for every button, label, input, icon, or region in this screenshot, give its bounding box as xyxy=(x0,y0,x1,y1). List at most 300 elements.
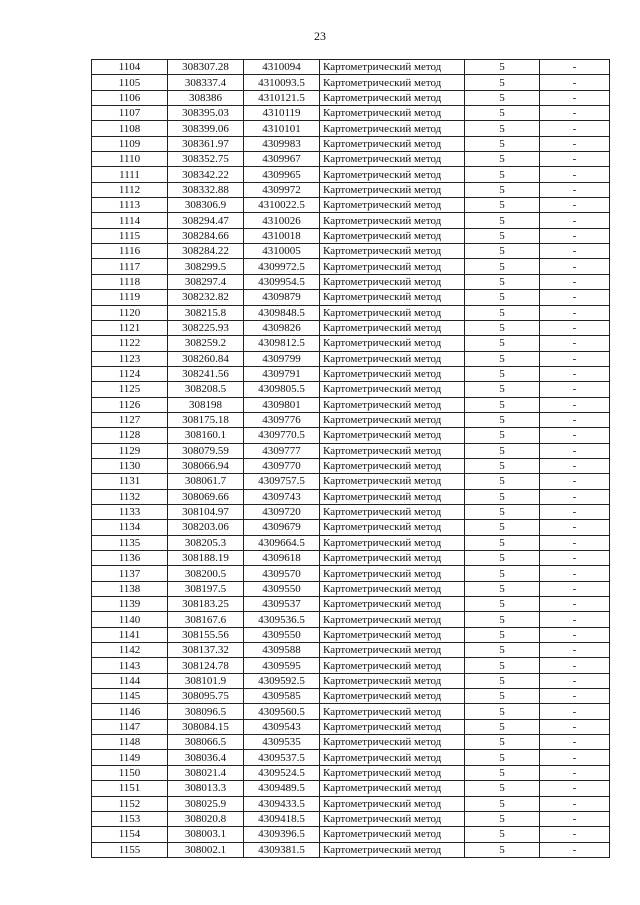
description-cell: - xyxy=(540,320,610,335)
x-coordinate-cell: 308307.28 xyxy=(168,60,244,75)
point-number-cell: 1133 xyxy=(92,504,168,519)
accuracy-cell: 5 xyxy=(465,121,540,136)
table-row xyxy=(92,290,610,305)
method-cell: Картометрический метод xyxy=(320,827,465,842)
y-coordinate-cell: 4309560.5 xyxy=(244,704,320,719)
table-row xyxy=(92,182,610,197)
accuracy-cell: 5 xyxy=(465,167,540,182)
table-row xyxy=(92,581,610,596)
y-coordinate-cell: 4309433.5 xyxy=(244,796,320,811)
x-coordinate-cell: 308208.5 xyxy=(168,382,244,397)
method-cell: Картометрический метод xyxy=(320,811,465,826)
description-cell: - xyxy=(540,259,610,274)
table-row xyxy=(92,627,610,642)
x-coordinate-cell: 308096.5 xyxy=(168,704,244,719)
x-coordinate-cell: 308036.4 xyxy=(168,750,244,765)
accuracy-cell: 5 xyxy=(465,658,540,673)
point-number-cell: 1106 xyxy=(92,90,168,105)
x-coordinate-cell: 308188.19 xyxy=(168,551,244,566)
accuracy-cell: 5 xyxy=(465,443,540,458)
point-number-cell: 1145 xyxy=(92,689,168,704)
point-number-cell: 1138 xyxy=(92,581,168,596)
description-cell: - xyxy=(540,627,610,642)
y-coordinate-cell: 4309585 xyxy=(244,689,320,704)
y-coordinate-cell: 4309983 xyxy=(244,136,320,151)
point-number-cell: 1105 xyxy=(92,75,168,90)
point-number-cell: 1125 xyxy=(92,382,168,397)
accuracy-cell: 5 xyxy=(465,397,540,412)
point-number-cell: 1142 xyxy=(92,643,168,658)
description-cell: - xyxy=(540,520,610,535)
description-cell: - xyxy=(540,136,610,151)
y-coordinate-cell: 4309954.5 xyxy=(244,274,320,289)
description-cell: - xyxy=(540,796,610,811)
accuracy-cell: 5 xyxy=(465,198,540,213)
description-cell: - xyxy=(540,689,610,704)
y-coordinate-cell: 4309879 xyxy=(244,290,320,305)
table-row xyxy=(92,796,610,811)
y-coordinate-cell: 4309720 xyxy=(244,504,320,519)
accuracy-cell: 5 xyxy=(465,750,540,765)
point-number-cell: 1123 xyxy=(92,351,168,366)
x-coordinate-cell: 308337.4 xyxy=(168,75,244,90)
x-coordinate-cell: 308104.97 xyxy=(168,504,244,519)
y-coordinate-cell: 4309679 xyxy=(244,520,320,535)
point-number-cell: 1130 xyxy=(92,458,168,473)
description-cell: - xyxy=(540,612,610,627)
point-number-cell: 1115 xyxy=(92,228,168,243)
x-coordinate-cell: 308066.94 xyxy=(168,458,244,473)
x-coordinate-cell: 308137.32 xyxy=(168,643,244,658)
description-cell: - xyxy=(540,704,610,719)
y-coordinate-cell: 4309592.5 xyxy=(244,673,320,688)
x-coordinate-cell: 308203.06 xyxy=(168,520,244,535)
method-cell: Картометрический метод xyxy=(320,259,465,274)
x-coordinate-cell: 308175.18 xyxy=(168,412,244,427)
description-cell: - xyxy=(540,213,610,228)
accuracy-cell: 5 xyxy=(465,474,540,489)
accuracy-cell: 5 xyxy=(465,489,540,504)
table-row xyxy=(92,228,610,243)
description-cell: - xyxy=(540,382,610,397)
y-coordinate-cell: 4309537 xyxy=(244,597,320,612)
table-row xyxy=(92,765,610,780)
accuracy-cell: 5 xyxy=(465,796,540,811)
table-row xyxy=(92,428,610,443)
method-cell: Картометрический метод xyxy=(320,535,465,550)
accuracy-cell: 5 xyxy=(465,152,540,167)
table-row xyxy=(92,336,610,351)
method-cell: Картометрический метод xyxy=(320,136,465,151)
point-number-cell: 1132 xyxy=(92,489,168,504)
method-cell: Картометрический метод xyxy=(320,735,465,750)
description-cell: - xyxy=(540,412,610,427)
description-cell: - xyxy=(540,152,610,167)
table-row xyxy=(92,535,610,550)
table-row xyxy=(92,673,610,688)
description-cell: - xyxy=(540,551,610,566)
description-cell: - xyxy=(540,597,610,612)
y-coordinate-cell: 4309664.5 xyxy=(244,535,320,550)
description-cell: - xyxy=(540,167,610,182)
table-row xyxy=(92,136,610,151)
point-number-cell: 1126 xyxy=(92,397,168,412)
y-coordinate-cell: 4309381.5 xyxy=(244,842,320,857)
point-number-cell: 1118 xyxy=(92,274,168,289)
method-cell: Картометрический метод xyxy=(320,796,465,811)
x-coordinate-cell: 308160.1 xyxy=(168,428,244,443)
table-row xyxy=(92,658,610,673)
description-cell: - xyxy=(540,489,610,504)
method-cell: Картометрический метод xyxy=(320,320,465,335)
table-row xyxy=(92,274,610,289)
accuracy-cell: 5 xyxy=(465,274,540,289)
table-row xyxy=(92,121,610,136)
x-coordinate-cell: 308084.15 xyxy=(168,719,244,734)
method-cell: Картометрический метод xyxy=(320,781,465,796)
table-row xyxy=(92,60,610,75)
description-cell: - xyxy=(540,658,610,673)
method-cell: Картометрический метод xyxy=(320,244,465,259)
method-cell: Картометрический метод xyxy=(320,305,465,320)
accuracy-cell: 5 xyxy=(465,382,540,397)
method-cell: Картометрический метод xyxy=(320,704,465,719)
description-cell: - xyxy=(540,735,610,750)
method-cell: Картометрический метод xyxy=(320,182,465,197)
method-cell: Картометрический метод xyxy=(320,351,465,366)
point-number-cell: 1124 xyxy=(92,366,168,381)
method-cell: Картометрический метод xyxy=(320,75,465,90)
x-coordinate-cell: 308183.25 xyxy=(168,597,244,612)
accuracy-cell: 5 xyxy=(465,458,540,473)
point-number-cell: 1116 xyxy=(92,244,168,259)
point-number-cell: 1152 xyxy=(92,796,168,811)
accuracy-cell: 5 xyxy=(465,504,540,519)
y-coordinate-cell: 4309757.5 xyxy=(244,474,320,489)
method-cell: Картометрический метод xyxy=(320,366,465,381)
description-cell: - xyxy=(540,719,610,734)
method-cell: Картометрический метод xyxy=(320,750,465,765)
accuracy-cell: 5 xyxy=(465,535,540,550)
point-number-cell: 1139 xyxy=(92,597,168,612)
y-coordinate-cell: 4309418.5 xyxy=(244,811,320,826)
point-number-cell: 1134 xyxy=(92,520,168,535)
method-cell: Картометрический метод xyxy=(320,458,465,473)
method-cell: Картометрический метод xyxy=(320,412,465,427)
table-row xyxy=(92,750,610,765)
description-cell: - xyxy=(540,750,610,765)
point-number-cell: 1127 xyxy=(92,412,168,427)
accuracy-cell: 5 xyxy=(465,428,540,443)
y-coordinate-cell: 4310018 xyxy=(244,228,320,243)
method-cell: Картометрический метод xyxy=(320,551,465,566)
table-row xyxy=(92,735,610,750)
description-cell: - xyxy=(540,535,610,550)
accuracy-cell: 5 xyxy=(465,290,540,305)
accuracy-cell: 5 xyxy=(465,60,540,75)
accuracy-cell: 5 xyxy=(465,520,540,535)
table-row xyxy=(92,704,610,719)
table-row xyxy=(92,443,610,458)
y-coordinate-cell: 4309805.5 xyxy=(244,382,320,397)
method-cell: Картометрический метод xyxy=(320,612,465,627)
x-coordinate-cell: 308155.56 xyxy=(168,627,244,642)
point-number-cell: 1147 xyxy=(92,719,168,734)
method-cell: Картометрический метод xyxy=(320,658,465,673)
point-number-cell: 1114 xyxy=(92,213,168,228)
y-coordinate-cell: 4309543 xyxy=(244,719,320,734)
point-number-cell: 1151 xyxy=(92,781,168,796)
point-number-cell: 1148 xyxy=(92,735,168,750)
point-number-cell: 1113 xyxy=(92,198,168,213)
x-coordinate-cell: 308225.93 xyxy=(168,320,244,335)
description-cell: - xyxy=(540,566,610,581)
table-row xyxy=(92,597,610,612)
method-cell: Картометрический метод xyxy=(320,581,465,596)
accuracy-cell: 5 xyxy=(465,351,540,366)
method-cell: Картометрический метод xyxy=(320,842,465,857)
x-coordinate-cell: 308306.9 xyxy=(168,198,244,213)
description-cell: - xyxy=(540,305,610,320)
method-cell: Картометрический метод xyxy=(320,719,465,734)
table-row xyxy=(92,366,610,381)
table-row xyxy=(92,458,610,473)
coordinates-table xyxy=(91,59,610,858)
method-cell: Картометрический метод xyxy=(320,520,465,535)
accuracy-cell: 5 xyxy=(465,90,540,105)
description-cell: - xyxy=(540,182,610,197)
y-coordinate-cell: 4310093.5 xyxy=(244,75,320,90)
description-cell: - xyxy=(540,827,610,842)
description-cell: - xyxy=(540,397,610,412)
method-cell: Картометрический метод xyxy=(320,336,465,351)
table-row xyxy=(92,811,610,826)
y-coordinate-cell: 4309791 xyxy=(244,366,320,381)
description-cell: - xyxy=(540,60,610,75)
accuracy-cell: 5 xyxy=(465,765,540,780)
point-number-cell: 1149 xyxy=(92,750,168,765)
y-coordinate-cell: 4309965 xyxy=(244,167,320,182)
page-number: 23 xyxy=(314,29,326,43)
table-row xyxy=(92,75,610,90)
y-coordinate-cell: 4309524.5 xyxy=(244,765,320,780)
accuracy-cell: 5 xyxy=(465,673,540,688)
x-coordinate-cell: 308025.9 xyxy=(168,796,244,811)
method-cell: Картометрический метод xyxy=(320,213,465,228)
x-coordinate-cell: 308294.47 xyxy=(168,213,244,228)
table-row xyxy=(92,106,610,121)
table-row xyxy=(92,474,610,489)
point-number-cell: 1137 xyxy=(92,566,168,581)
y-coordinate-cell: 4309489.5 xyxy=(244,781,320,796)
table-row xyxy=(92,382,610,397)
method-cell: Картометрический метод xyxy=(320,489,465,504)
y-coordinate-cell: 4310121.5 xyxy=(244,90,320,105)
accuracy-cell: 5 xyxy=(465,689,540,704)
y-coordinate-cell: 4309536.5 xyxy=(244,612,320,627)
x-coordinate-cell: 308013.3 xyxy=(168,781,244,796)
method-cell: Картометрический метод xyxy=(320,152,465,167)
description-cell: - xyxy=(540,244,610,259)
point-number-cell: 1141 xyxy=(92,627,168,642)
table-row xyxy=(92,781,610,796)
accuracy-cell: 5 xyxy=(465,366,540,381)
table-row xyxy=(92,504,610,519)
table-row xyxy=(92,320,610,335)
accuracy-cell: 5 xyxy=(465,320,540,335)
x-coordinate-cell: 308066.5 xyxy=(168,735,244,750)
y-coordinate-cell: 4309588 xyxy=(244,643,320,658)
x-coordinate-cell: 308299.5 xyxy=(168,259,244,274)
y-coordinate-cell: 4309799 xyxy=(244,351,320,366)
table-row xyxy=(92,719,610,734)
table-row xyxy=(92,489,610,504)
description-cell: - xyxy=(540,443,610,458)
x-coordinate-cell: 308284.22 xyxy=(168,244,244,259)
y-coordinate-cell: 4310022.5 xyxy=(244,198,320,213)
point-number-cell: 1107 xyxy=(92,106,168,121)
table-row xyxy=(92,259,610,274)
method-cell: Картометрический метод xyxy=(320,60,465,75)
method-cell: Картометрический метод xyxy=(320,167,465,182)
table-row xyxy=(92,152,610,167)
accuracy-cell: 5 xyxy=(465,842,540,857)
description-cell: - xyxy=(540,643,610,658)
description-cell: - xyxy=(540,351,610,366)
description-cell: - xyxy=(540,504,610,519)
x-coordinate-cell: 308342.22 xyxy=(168,167,244,182)
y-coordinate-cell: 4309776 xyxy=(244,412,320,427)
accuracy-cell: 5 xyxy=(465,704,540,719)
point-number-cell: 1135 xyxy=(92,535,168,550)
method-cell: Картометрический метод xyxy=(320,121,465,136)
table-row xyxy=(92,643,610,658)
accuracy-cell: 5 xyxy=(465,566,540,581)
description-cell: - xyxy=(540,428,610,443)
accuracy-cell: 5 xyxy=(465,612,540,627)
accuracy-cell: 5 xyxy=(465,827,540,842)
point-number-cell: 1129 xyxy=(92,443,168,458)
table-row xyxy=(92,612,610,627)
x-coordinate-cell: 308003.1 xyxy=(168,827,244,842)
point-number-cell: 1122 xyxy=(92,336,168,351)
x-coordinate-cell: 308095.75 xyxy=(168,689,244,704)
point-number-cell: 1111 xyxy=(92,167,168,182)
point-number-cell: 1112 xyxy=(92,182,168,197)
table-row xyxy=(92,213,610,228)
method-cell: Картометрический метод xyxy=(320,474,465,489)
point-number-cell: 1108 xyxy=(92,121,168,136)
table-row xyxy=(92,520,610,535)
description-cell: - xyxy=(540,366,610,381)
point-number-cell: 1128 xyxy=(92,428,168,443)
method-cell: Картометрический метод xyxy=(320,290,465,305)
method-cell: Картометрический метод xyxy=(320,198,465,213)
point-number-cell: 1150 xyxy=(92,765,168,780)
accuracy-cell: 5 xyxy=(465,735,540,750)
table-row xyxy=(92,397,610,412)
x-coordinate-cell: 308079.59 xyxy=(168,443,244,458)
x-coordinate-cell: 308215.8 xyxy=(168,305,244,320)
x-coordinate-cell: 308395.03 xyxy=(168,106,244,121)
method-cell: Картометрический метод xyxy=(320,90,465,105)
description-cell: - xyxy=(540,474,610,489)
description-cell: - xyxy=(540,106,610,121)
y-coordinate-cell: 4309826 xyxy=(244,320,320,335)
description-cell: - xyxy=(540,290,610,305)
method-cell: Картометрический метод xyxy=(320,566,465,581)
x-coordinate-cell: 308197.5 xyxy=(168,581,244,596)
y-coordinate-cell: 4309770 xyxy=(244,458,320,473)
point-number-cell: 1117 xyxy=(92,259,168,274)
y-coordinate-cell: 4309812.5 xyxy=(244,336,320,351)
x-coordinate-cell: 308352.75 xyxy=(168,152,244,167)
accuracy-cell: 5 xyxy=(465,551,540,566)
description-cell: - xyxy=(540,842,610,857)
description-cell: - xyxy=(540,673,610,688)
point-number-cell: 1143 xyxy=(92,658,168,673)
y-coordinate-cell: 4309550 xyxy=(244,581,320,596)
table-row xyxy=(92,305,610,320)
point-number-cell: 1119 xyxy=(92,290,168,305)
point-number-cell: 1104 xyxy=(92,60,168,75)
point-number-cell: 1144 xyxy=(92,673,168,688)
accuracy-cell: 5 xyxy=(465,106,540,121)
x-coordinate-cell: 308399.06 xyxy=(168,121,244,136)
y-coordinate-cell: 4309848.5 xyxy=(244,305,320,320)
description-cell: - xyxy=(540,458,610,473)
point-number-cell: 1153 xyxy=(92,811,168,826)
y-coordinate-cell: 4309972.5 xyxy=(244,259,320,274)
accuracy-cell: 5 xyxy=(465,581,540,596)
table-row xyxy=(92,90,610,105)
x-coordinate-cell: 308260.84 xyxy=(168,351,244,366)
description-cell: - xyxy=(540,198,610,213)
method-cell: Картометрический метод xyxy=(320,689,465,704)
y-coordinate-cell: 4309537.5 xyxy=(244,750,320,765)
x-coordinate-cell: 308361.97 xyxy=(168,136,244,151)
x-coordinate-cell: 308020.8 xyxy=(168,811,244,826)
accuracy-cell: 5 xyxy=(465,781,540,796)
table-row xyxy=(92,198,610,213)
x-coordinate-cell: 308259.2 xyxy=(168,336,244,351)
method-cell: Картометрический метод xyxy=(320,765,465,780)
y-coordinate-cell: 4310026 xyxy=(244,213,320,228)
y-coordinate-cell: 4309770.5 xyxy=(244,428,320,443)
accuracy-cell: 5 xyxy=(465,336,540,351)
accuracy-cell: 5 xyxy=(465,182,540,197)
table-row xyxy=(92,551,610,566)
y-coordinate-cell: 4310005 xyxy=(244,244,320,259)
method-cell: Картометрический метод xyxy=(320,627,465,642)
x-coordinate-cell: 308297.4 xyxy=(168,274,244,289)
x-coordinate-cell: 308241.56 xyxy=(168,366,244,381)
point-number-cell: 1136 xyxy=(92,551,168,566)
description-cell: - xyxy=(540,811,610,826)
description-cell: - xyxy=(540,121,610,136)
x-coordinate-cell: 308101.9 xyxy=(168,673,244,688)
y-coordinate-cell: 4309535 xyxy=(244,735,320,750)
method-cell: Картометрический метод xyxy=(320,443,465,458)
x-coordinate-cell: 308386 xyxy=(168,90,244,105)
x-coordinate-cell: 308284.66 xyxy=(168,228,244,243)
y-coordinate-cell: 4310119 xyxy=(244,106,320,121)
point-number-cell: 1110 xyxy=(92,152,168,167)
y-coordinate-cell: 4309972 xyxy=(244,182,320,197)
accuracy-cell: 5 xyxy=(465,136,540,151)
method-cell: Картометрический метод xyxy=(320,274,465,289)
y-coordinate-cell: 4309570 xyxy=(244,566,320,581)
